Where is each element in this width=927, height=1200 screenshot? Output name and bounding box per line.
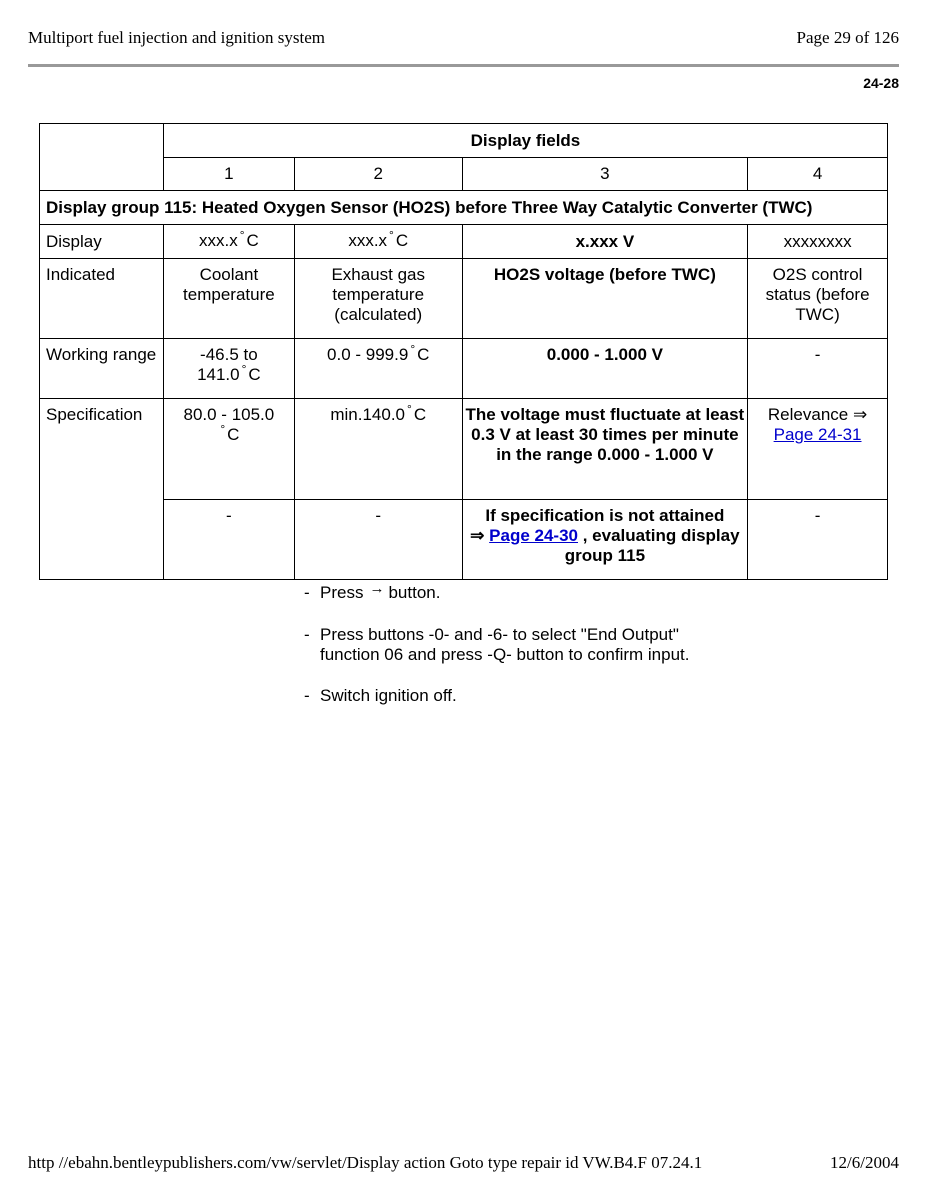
degree-symbol: ° xyxy=(239,228,245,242)
step-dash: - xyxy=(304,685,310,705)
degree-symbol: ° xyxy=(407,402,412,416)
field-number-1: 1 xyxy=(163,158,294,191)
table-row-specification xyxy=(40,399,888,500)
footer-url: http //ebahn.bentleypublishers.com/vw/servlet/Display action Goto type repair id VW.B4.F 07.24.1 xyxy=(28,1153,703,1172)
not-attained-field-1: - xyxy=(163,500,294,580)
display-fields-header: Display fields xyxy=(163,124,887,158)
table-row-display xyxy=(40,225,888,259)
display-field-1: xxx.x ° C xyxy=(163,225,294,259)
row-label-display: Display xyxy=(40,225,164,259)
row-label-specification: Specification xyxy=(40,399,164,580)
indicated-field-1: Coolant temperature xyxy=(163,259,294,339)
degree-symbol: ° xyxy=(241,362,247,376)
display-field-2: xxx.x ° C xyxy=(294,225,462,259)
working-range-field-2: 0.0 - 999.9 ° C xyxy=(294,339,462,399)
field-number-2: 2 xyxy=(294,158,462,191)
right-arrow-icon: → xyxy=(369,580,385,597)
row-label-working-range: Working range xyxy=(40,339,164,399)
display-field-3: x.xxx V xyxy=(462,225,748,259)
step-end-output: - Press buttons -0- and -6- to select "End Output" function 06 and press -Q- button to confirm input. xyxy=(304,624,690,664)
row-label-indicated: Indicated xyxy=(40,259,164,339)
reference-arrow-icon: ⇒ xyxy=(470,526,485,545)
working-range-field-3: 0.000 - 1.000 V xyxy=(462,339,748,399)
table-row-working-range xyxy=(40,339,888,399)
page-info: Page 29 of 126 xyxy=(796,28,899,47)
blank-corner-cell xyxy=(40,124,164,191)
table-row-indicated xyxy=(40,259,888,339)
indicated-field-2: Exhaust gas temperature (calculated) xyxy=(294,259,462,339)
step-switch-ignition-off: - Switch ignition off. xyxy=(304,685,457,705)
specification-field-4: Relevance ⇒ Page 24-31 xyxy=(748,399,888,500)
not-attained-field-2: - xyxy=(294,500,462,580)
degree-symbol: ° xyxy=(220,422,226,436)
procedure-steps xyxy=(304,580,724,718)
specification-field-1: 80.0 - 105.0 ° C xyxy=(163,399,294,500)
link-page-24-31[interactable]: Page 24-31 xyxy=(773,425,862,444)
link-page-24-30[interactable]: Page 24-30 xyxy=(489,526,578,545)
working-range-field-1: -46.5 to 141.0 ° C xyxy=(163,339,294,399)
indicated-field-3: HO2S voltage (before TWC) xyxy=(462,259,748,339)
header-divider xyxy=(28,64,899,67)
working-range-field-4: - xyxy=(748,339,888,399)
step-press-button: - Press → button. xyxy=(304,583,724,605)
display-group-table xyxy=(39,123,888,580)
page-footer xyxy=(28,1153,899,1173)
display-field-4: xxxxxxxx xyxy=(748,225,888,259)
table-row-not-attained xyxy=(40,500,888,580)
page-code: 24-28 xyxy=(863,75,899,91)
step-dash: - xyxy=(304,583,310,602)
field-number-4: 4 xyxy=(748,158,888,191)
indicated-field-4: O2S control status (before TWC) xyxy=(748,259,888,339)
degree-symbol: ° xyxy=(389,228,394,242)
step-dash: - xyxy=(304,624,310,644)
reference-arrow-icon: ⇒ xyxy=(852,405,868,424)
field-number-3: 3 xyxy=(462,158,748,191)
footer-date: 12/6/2004 xyxy=(830,1153,899,1172)
not-attained-field-4: - xyxy=(748,500,888,580)
document-title: Multiport fuel injection and ignition system xyxy=(28,28,325,47)
degree-symbol: ° xyxy=(410,342,416,356)
not-attained-field-3: If specification is not attained ⇒ Page 24-30 , evaluating display group 115 xyxy=(462,500,748,580)
display-group-title: Display group 115: Heated Oxygen Sensor (HO2S) before Three Way Catalytic Converter (TWC) xyxy=(40,191,888,225)
specification-field-2: min.140.0 ° C xyxy=(294,399,462,500)
specification-field-3: The voltage must fluctuate at least 0.3 V at least 30 times per minute in the range 0.000 - 1.000 V xyxy=(462,399,748,500)
